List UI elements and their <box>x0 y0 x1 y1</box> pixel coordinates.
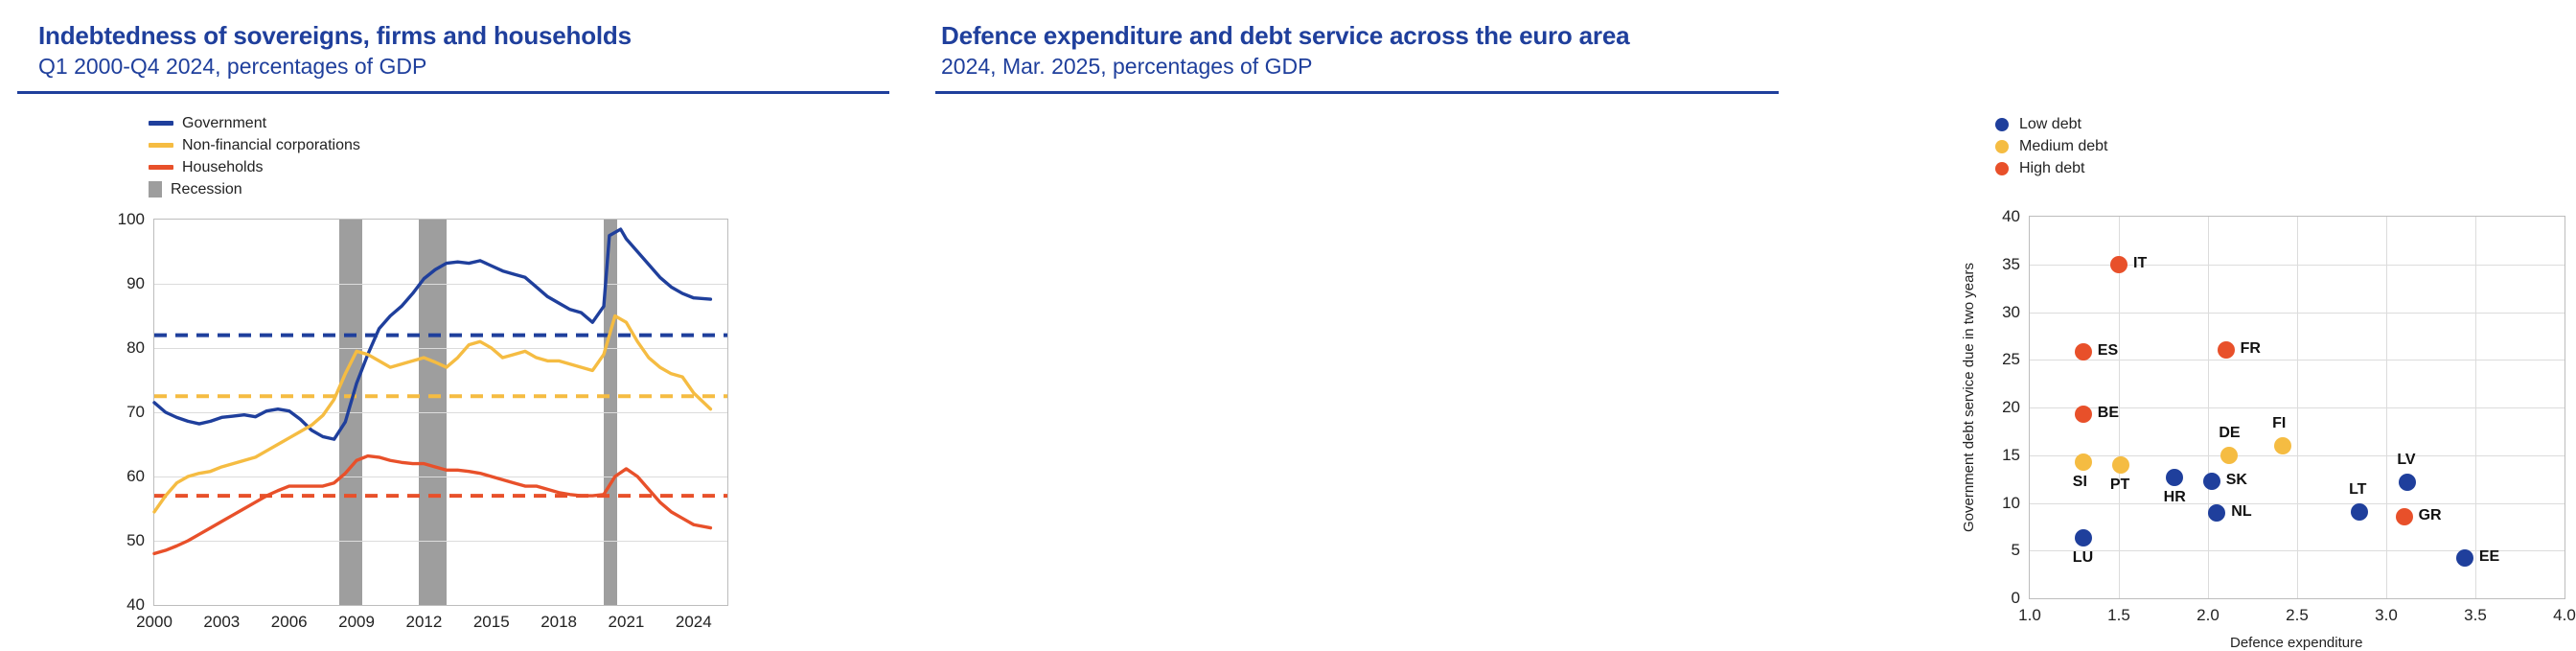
x-axis-tick-label: 4.0 <box>2553 606 2576 624</box>
scatter-point-pt <box>2112 456 2129 474</box>
scatter-point-be <box>2075 406 2092 423</box>
left-title-block <box>38 21 872 80</box>
scatter-point-gr <box>2396 508 2413 525</box>
x-axis-tick-label: 3.5 <box>2464 606 2487 624</box>
y-axis-title: Government debt service due in two years <box>1961 263 1977 532</box>
left-chart-panel <box>0 0 912 646</box>
right-chart-title: Defence expenditure and debt service across the euro area <box>941 21 1630 50</box>
left-plot-area <box>117 210 728 631</box>
scatter-point-sk <box>2203 473 2220 490</box>
scatter-label-sk: SK <box>2225 471 2247 488</box>
legend-line-nfc <box>149 143 173 148</box>
x-axis-tick-label: 2024 <box>675 613 712 631</box>
scatter-point-lt <box>2351 503 2368 521</box>
scatter-point-hr <box>2166 469 2183 486</box>
y-axis-tick-label: 30 <box>2002 302 2020 321</box>
scatter-label-lv: LV <box>2397 451 2416 468</box>
y-axis-tick-label: 25 <box>2002 350 2020 369</box>
gridline-vertical <box>2475 217 2476 598</box>
x-axis-tick-label: 2021 <box>608 613 645 631</box>
x-axis-tick-label: 2015 <box>472 613 510 631</box>
scatter-label-be: BE <box>2097 404 2120 421</box>
left-title-rule <box>17 91 889 94</box>
x-axis-tick-label: 1.0 <box>2018 606 2041 624</box>
legend-label-medium-debt: Medium debt <box>2019 137 2108 154</box>
y-axis-tick-label: 15 <box>2002 445 2020 464</box>
x-axis-tick-label: 2018 <box>540 613 578 631</box>
left-chart-legend <box>149 112 360 200</box>
x-axis-tick-label: 2012 <box>405 613 443 631</box>
scatter-label-lu: LU <box>2072 549 2094 567</box>
legend-item-government <box>149 112 360 134</box>
legend-label-high-debt: High debt <box>2019 159 2085 176</box>
series-line-non-financial-corporations <box>154 316 710 512</box>
legend-item-low-debt <box>1995 113 2108 135</box>
scatter-point-de <box>2220 447 2238 464</box>
left-chart-svg <box>154 220 727 605</box>
y-axis-tick-label: 5 <box>2011 541 2020 560</box>
gridline-vertical <box>2297 217 2298 598</box>
y-axis-tick-label: 10 <box>2002 493 2020 512</box>
legend-item-medium-debt <box>1995 135 2108 157</box>
scatter-label-es: ES <box>2097 342 2119 360</box>
x-axis-title: Defence expenditure <box>2230 635 2363 651</box>
legend-label-households: Households <box>182 158 264 175</box>
left-chart-subtitle: Q1 2000-Q4 2024, percentages of GDP <box>38 53 427 79</box>
scatter-point-lu <box>2075 529 2092 546</box>
gridline-vertical <box>2119 217 2120 598</box>
gridline-vertical <box>2386 217 2387 598</box>
y-axis-tick-label: 70 <box>126 403 145 421</box>
x-axis-tick-label: 2.5 <box>2286 606 2309 624</box>
x-axis-tick-label: 2000 <box>136 613 172 631</box>
right-title-rule <box>935 91 1779 94</box>
legend-dot-high-debt <box>1995 162 2009 175</box>
y-axis-tick-label: 50 <box>126 531 145 549</box>
scatter-label-fr: FR <box>2240 340 2261 358</box>
legend-label-recession: Recession <box>171 180 242 198</box>
legend-label-government: Government <box>182 114 267 131</box>
scatter-label-de: DE <box>2219 424 2241 441</box>
y-axis-tick-label: 35 <box>2002 254 2020 273</box>
scatter-point-ee <box>2456 549 2473 567</box>
scatter-label-pt: PT <box>2109 476 2130 493</box>
legend-box-recession <box>149 181 162 198</box>
scatter-point-nl <box>2208 504 2225 522</box>
right-chart-legend <box>1995 113 2108 179</box>
y-axis-tick-label: 90 <box>126 274 145 292</box>
scatter-label-si: SI <box>2072 473 2087 490</box>
legend-dot-low-debt <box>1995 118 2009 131</box>
legend-item-recession <box>149 178 360 200</box>
legend-label-nfc: Non-financial corporations <box>182 136 360 153</box>
right-chart-subtitle: 2024, Mar. 2025, percentages of GDP <box>941 53 1313 79</box>
scatter-point-si <box>2075 453 2092 471</box>
scatter-label-gr: GR <box>2418 507 2442 524</box>
left-chart-title: Indebtedness of sovereigns, firms and households <box>38 21 632 50</box>
y-axis-tick-label: 60 <box>126 467 145 485</box>
x-axis-tick-label: 2006 <box>270 613 308 631</box>
gridline-vertical <box>2208 217 2209 598</box>
right-title-block <box>941 21 1784 80</box>
scatter-label-it: IT <box>2133 254 2148 271</box>
y-axis-tick-label: 40 <box>126 595 145 614</box>
x-axis-tick-label: 2003 <box>203 613 241 631</box>
legend-item-high-debt <box>1995 157 2108 179</box>
x-axis-tick-label: 3.0 <box>2375 606 2398 624</box>
scatter-point-lv <box>2399 474 2416 491</box>
x-axis-tick-label: 2.0 <box>2196 606 2220 624</box>
legend-dot-medium-debt <box>1995 140 2009 153</box>
right-plot-area <box>1961 207 2576 651</box>
x-axis-tick-label: 1.5 <box>2107 606 2130 624</box>
y-axis-tick-label: 100 <box>117 210 145 228</box>
right-chart-panel <box>912 0 2576 651</box>
scatter-label-nl: NL <box>2231 503 2252 521</box>
scatter-label-fi: FI <box>2272 414 2287 431</box>
x-axis-tick-label: 2009 <box>338 613 375 631</box>
legend-label-low-debt: Low debt <box>2019 115 2082 132</box>
legend-line-households <box>149 165 173 170</box>
legend-item-nfc <box>149 134 360 156</box>
scatter-point-es <box>2075 343 2092 360</box>
y-axis-tick-label: 80 <box>126 338 145 357</box>
scatter-label-lt: LT <box>2349 481 2367 499</box>
legend-item-households <box>149 156 360 178</box>
scatter-point-it <box>2110 256 2128 273</box>
legend-line-government <box>149 121 173 126</box>
y-axis-tick-label: 20 <box>2002 398 2020 416</box>
scatter-point-fr <box>2218 341 2235 359</box>
y-axis-tick-label: 40 <box>2002 207 2020 225</box>
scatter-label-ee: EE <box>2478 548 2500 566</box>
scatter-point-fi <box>2274 437 2291 454</box>
y-axis-tick-label: 0 <box>2011 589 2020 607</box>
series-line-households <box>154 456 710 554</box>
scatter-label-hr: HR <box>2163 488 2186 505</box>
